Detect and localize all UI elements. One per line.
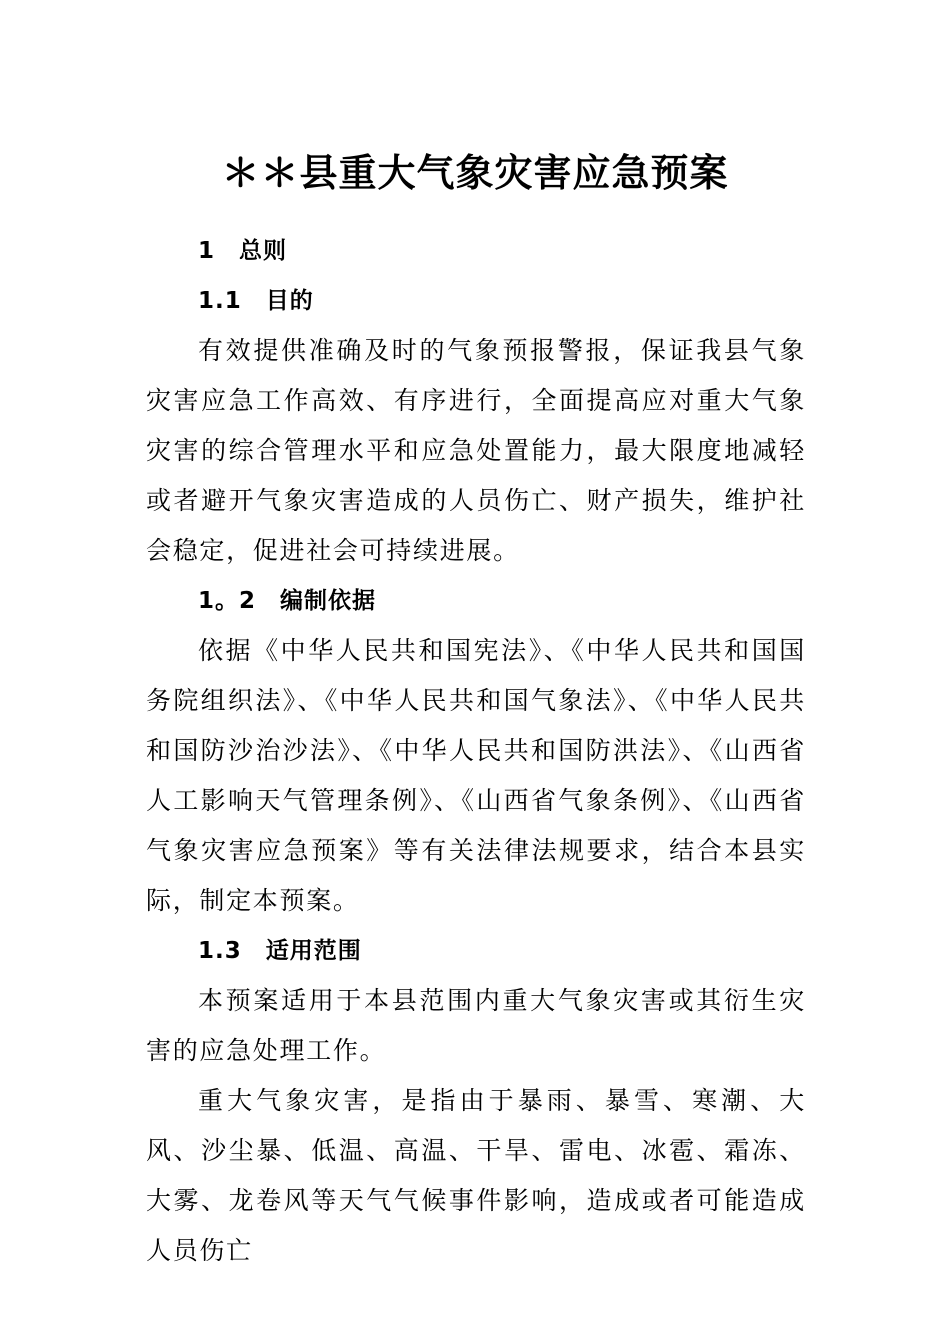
document-body [146,226,806,1276]
document-title: ＊＊县重大气象灾害应急预案 [221,150,729,195]
section-1-2-heading: 1。2 编制依据 [198,588,377,614]
section-1-heading: 1 总则 [198,238,288,264]
section-1-2-paragraph: 依据《中华人民共和国宪法》、《中华人民共和国国务院组织法》、《中华人民共和国气象法》、《中华人民共和国防沙治沙法》、《中华人民共和国防洪法》、《山西省人工影响天气管理条例》、《山西省气象条例》、《山西省气象灾害应急预案》等有关法律法规要求，结合本县实际，制定本预案。 [146,636,806,915]
section-1-3-paragraph-2: 重大气象灾害，是指由于暴雨、暴雪、寒潮、大风、沙尘暴、低温、高温、干旱、雷电、冰雹、霜冻、大雾、龙卷风等天气气候事件影响，造成或者可能造成人员伤亡 [146,1086,806,1265]
section-1-3-heading: 1.3 适用范围 [198,938,362,964]
section-1-3-paragraph-1: 本预案适用于本县范围内重大气象灾害或其衍生灾害的应急处理工作。 [146,986,806,1065]
section-1-1-paragraph: 有效提供准确及时的气象预报警报，保证我县气象灾害应急工作高效、有序进行，全面提高应对重大气象灾害的综合管理水平和应急处置能力，最大限度地减轻或者避开气象灾害造成的人员伤亡、财产损失，维护社会稳定，促进社会可持续进展。 [146,336,806,565]
section-1-1-heading: 1.1 目的 [198,288,314,314]
